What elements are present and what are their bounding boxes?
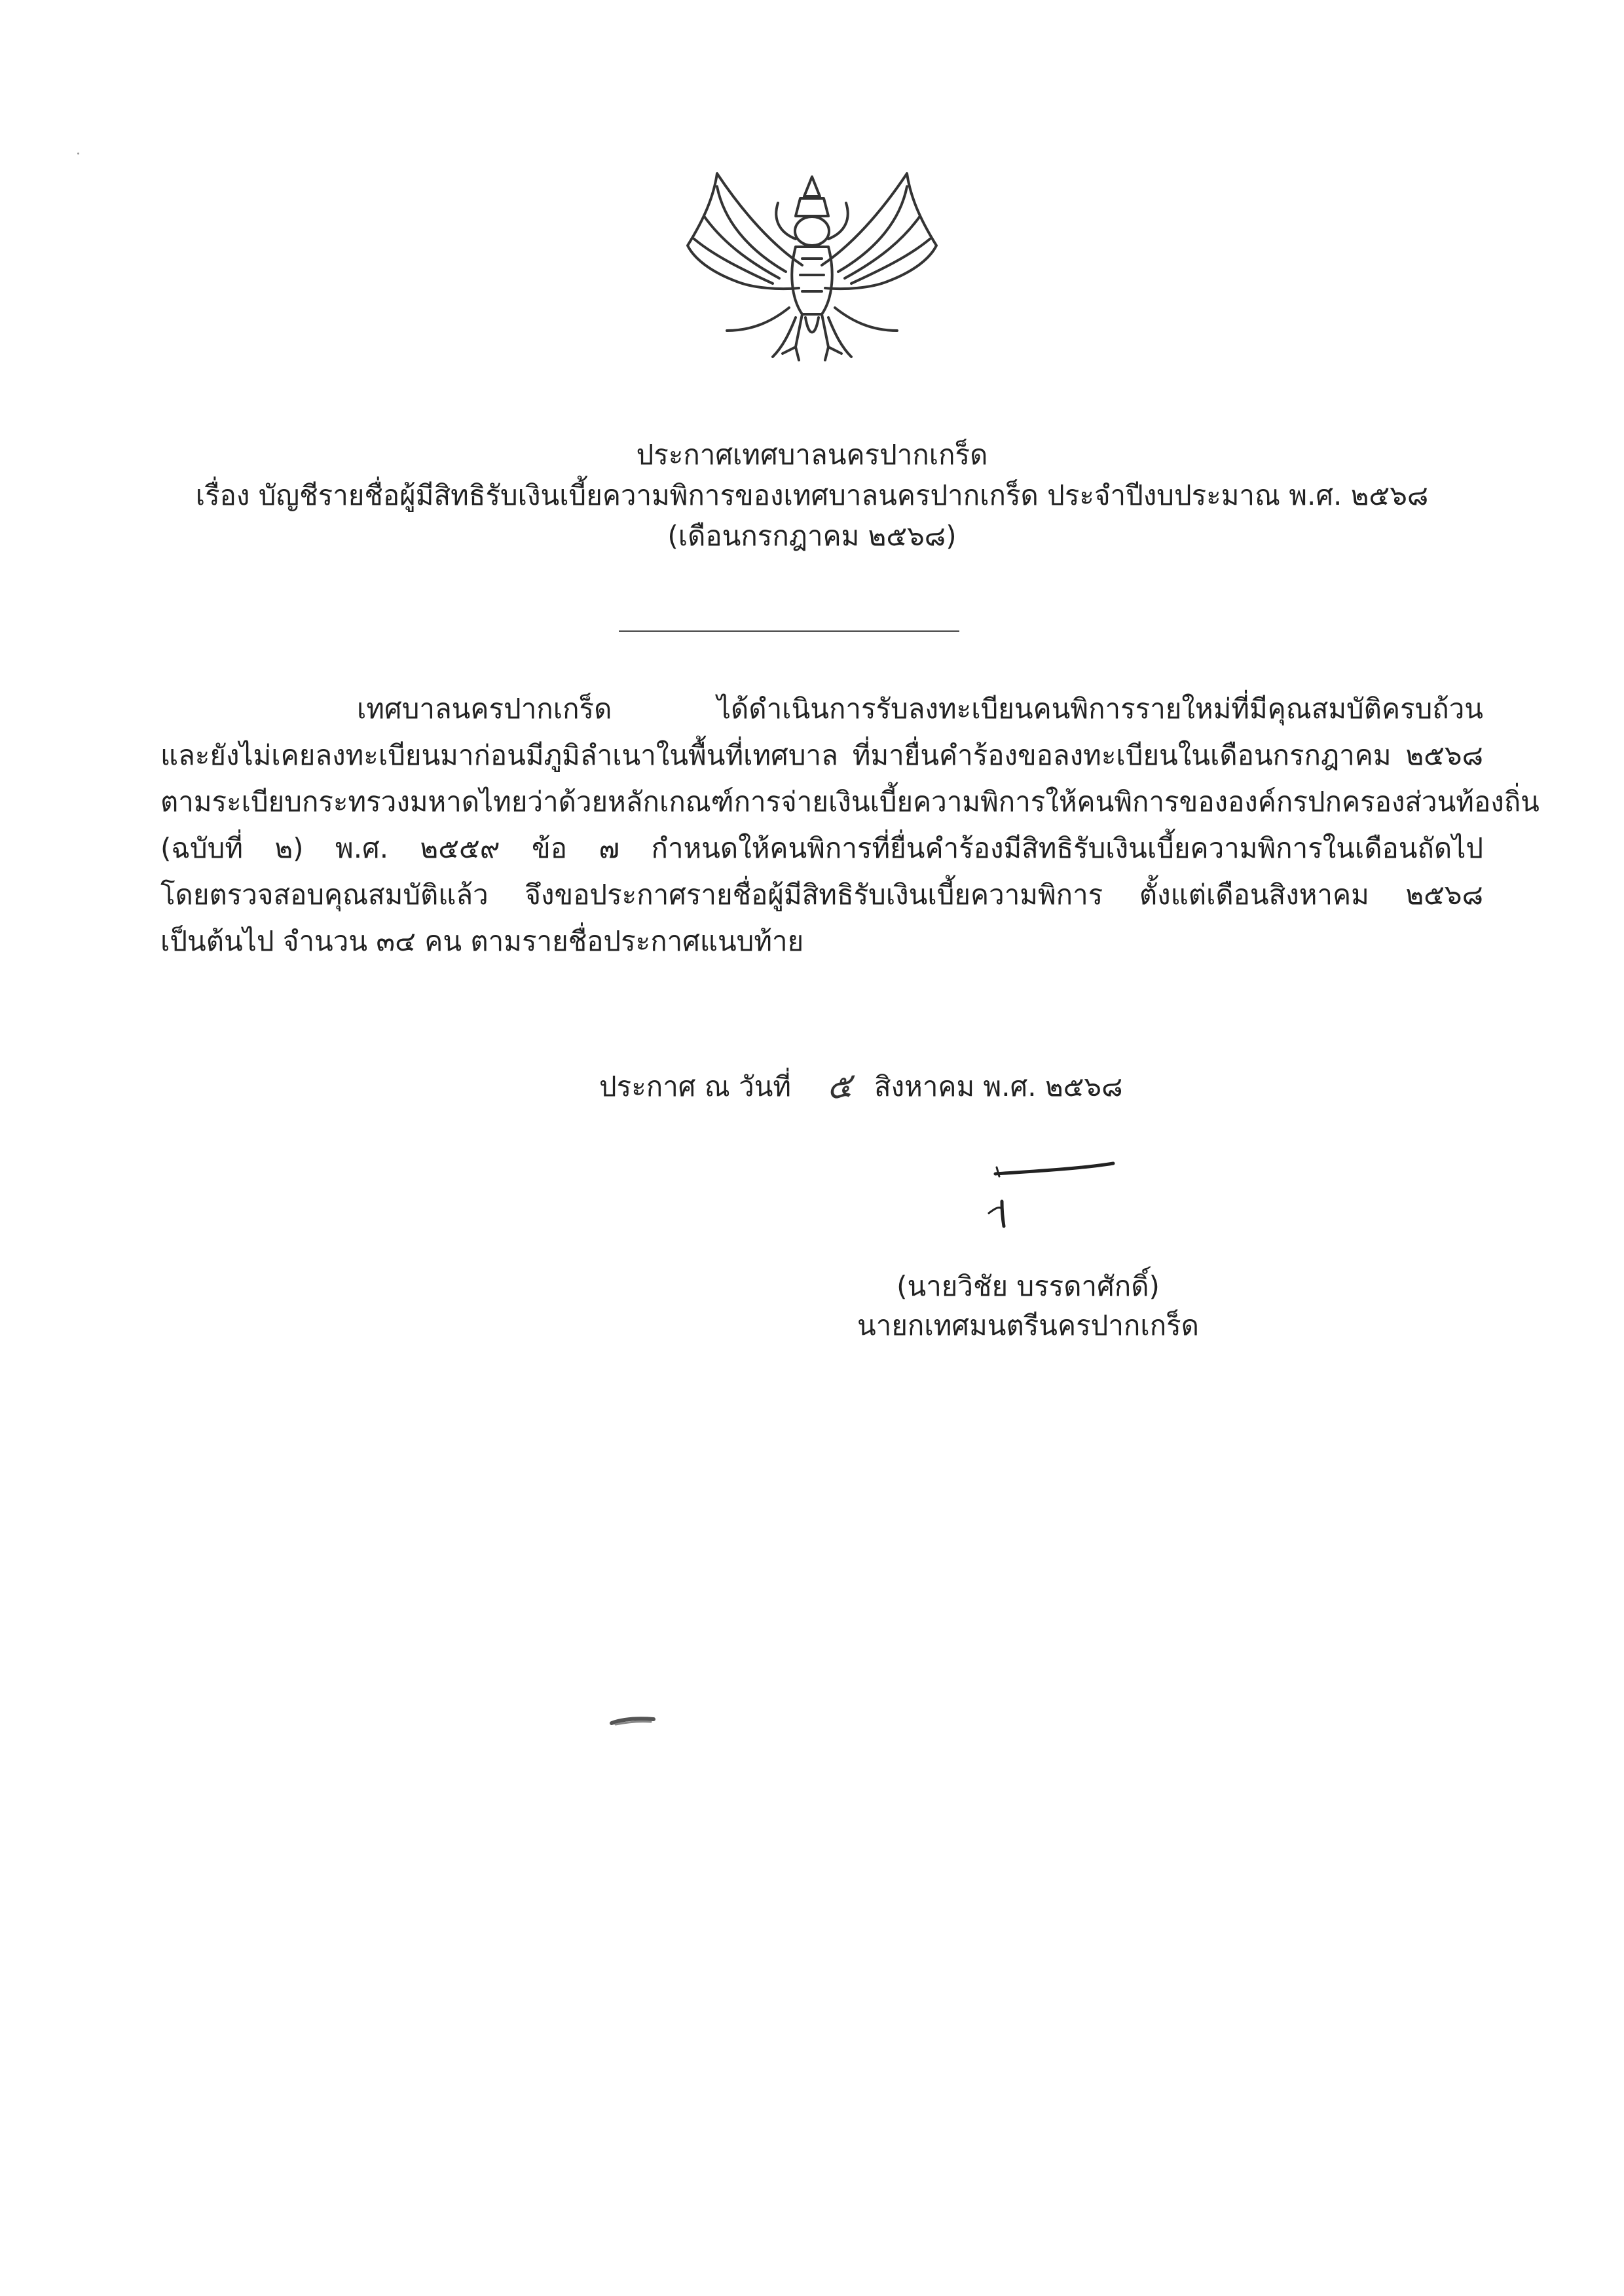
announcement-month: (เดือนกรกฎาคม ๒๕๖๘)	[667, 520, 957, 552]
announcement-title: ประกาศเทศบาลนครปากเกร็ด	[636, 439, 988, 471]
signatory-title: นายกเทศมนตรีนครปากเกร็ด	[857, 1309, 1199, 1341]
body-line: เทศบาลนครปากเกร็ด ได้ดำเนินการรับลงทะเบียนคนพิการรายใหม่ที่มีคุณสมบัติครบถ้วน	[357, 693, 1483, 725]
announcement-date	[0, 1066, 1624, 1108]
date-month-year: สิงหาคม พ.ศ. ๒๕๖๘	[874, 1070, 1123, 1102]
body-line: และยังไม่เคยลงทะเบียนมาก่อนมีภูมิลำเนาในพื้นที่เทศบาล ที่มายื่นคำร้องขอลงทะเบียนในเดือนกรกฎาคม ๒๕๖๘	[160, 739, 1483, 771]
body-line: โดยตรวจสอบคุณสมบัติแล้ว จึงขอประกาศรายชื่อผู้มีสิทธิรับเงินเบี้ยความพิการ ตั้งแต่เดือนสิงหาคม ๒๕๖๘	[160, 879, 1483, 911]
date-prefix: ประกาศ ณ วันที่	[599, 1070, 792, 1102]
body-line: (ฉบับที่ ๒) พ.ศ. ๒๕๕๙ ข้อ ๗ กำหนดให้คนพิการที่ยื่นคำร้องมีสิทธิรับเงินเบี้ยความพิการในเดือนถัดไป	[160, 832, 1483, 864]
signatory-name: (นายวิชัย บรรดาศักดิ์)	[896, 1270, 1160, 1302]
handwritten-day: ๕	[824, 1066, 855, 1108]
title-divider	[619, 630, 959, 632]
body-line: ตามระเบียบกระทรวงมหาดไทยว่าด้วยหลักเกณฑ์การจ่ายเงินเบี้ยความพิการให้คนพิการขององค์กรปกครองส่วนท้องถิ่น	[160, 786, 1540, 818]
scan-speck	[77, 153, 79, 155]
garuda-emblem-icon	[674, 167, 950, 370]
signature-mark	[982, 1156, 1133, 1234]
announcement-subject: เรื่อง บัญชีรายชื่อผู้มีสิทธิรับเงินเบี้ยความพิการของเทศบาลนครปากเกร็ด ประจำปีงบประมาณ พ.ศ. ๒๕๖๘	[195, 479, 1429, 511]
body-line: เป็นต้นไป จำนวน ๓๔ คน ตามรายชื่อประกาศแนบท้าย	[160, 925, 804, 957]
scan-mark	[609, 1714, 656, 1728]
